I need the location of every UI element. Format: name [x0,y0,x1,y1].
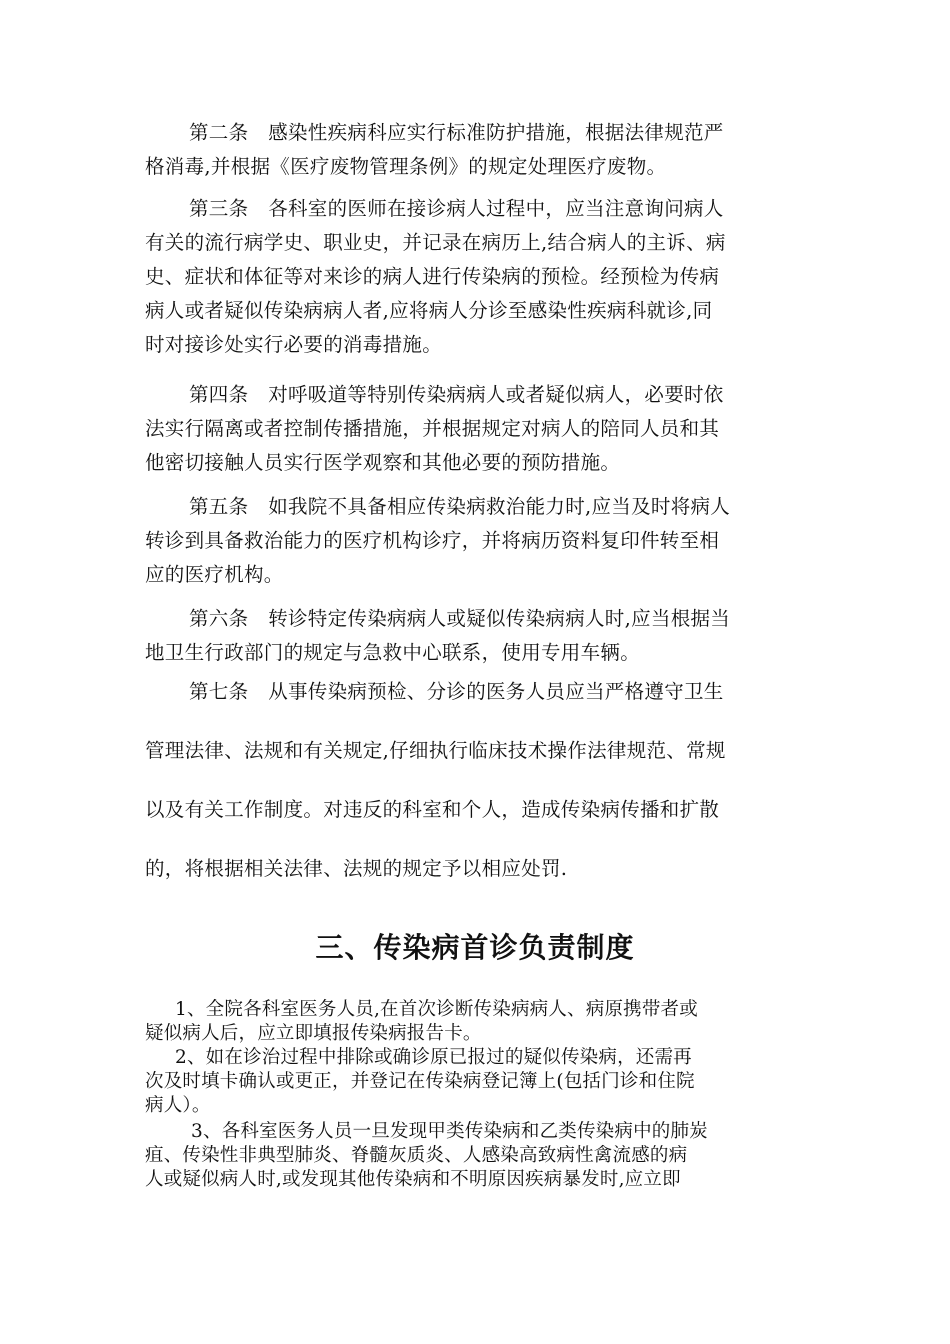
article-line: 他密切接触人员实行医学观察和其他必要的预防措施。 [145,451,621,474]
item-line: 疑似病人后，应立即填报传染病报告卡。 [145,1023,482,1044]
item-2 [145,1046,810,1118]
article-line: 应的医疗机构。 [145,563,284,586]
item-line: 2、如在诊治过程中排除或确诊原已报过的疑似传染病，还需再 [175,1047,692,1068]
item-line: 疽、传染性非典型肺炎、脊髓灰质炎、人感染高致病性禽流感的病 [145,1145,688,1166]
section-title: 三、传染病首诊负责制度 [315,931,635,964]
article-line: 史、症状和体征等对来诊的病人进行传染病的预检。经预检为传病 [145,265,720,288]
item-line: 3、各科室医务人员一旦发现甲类传染病和乙类传染病中的肺炭 [191,1121,708,1142]
item-3 [145,1120,810,1192]
article-line: 格消毒,并根据《医疗废物管理条例》的规定处理医疗废物。 [145,155,667,178]
item-1 [145,998,810,1046]
article-line: 管理法律、法规和有关规定,仔细执行临床技术操作法律规范、常规 [145,739,726,762]
article-3 [145,192,805,362]
article-line: 第二条 感染性疾病科应实行标准防护措施，根据法律规范严 [189,121,724,144]
article-line: 地卫生行政部门的规定与急救中心联系，使用专用车辆。 [145,641,641,664]
article-line: 第七条 从事传染病预检、分诊的医务人员应当严格遵守卫生 [189,680,724,703]
article-line: 以及有关工作制度。对违反的科室和个人，造成传染病传播和扩散 [145,798,720,821]
item-line: 次及时填卡确认或更正，并登记在传染病登记簿上(包括门诊和住院 [145,1071,695,1092]
article-line: 有关的流行病学史、职业史，并记录在病历上,结合病人的主诉、病 [145,231,726,254]
article-2 [145,116,805,184]
article-6 [145,602,805,670]
article-line: 第四条 对呼吸道等特别传染病病人或者疑似病人，必要时依 [189,383,724,406]
article-line: 转诊到具备救治能力的医疗机构诊疗，并将病历资料复印件转至相 [145,529,720,552]
article-line: 第六条 转诊特定传染病病人或疑似传染病病人时,应当根据当 [189,607,731,630]
item-line: 1、全院各科室医务人员,在首次诊断传染病病人、病原携带者或 [175,999,698,1020]
article-line: 病人或者疑似传染病病人者,应将病人分诊至感染性疾病科就诊,同 [145,299,713,322]
item-line: 病人）。 [145,1095,211,1116]
article-line: 第三条 各科室的医师在接诊病人过程中，应当注意询问病人 [189,197,724,220]
article-7 [145,662,805,898]
article-line: 第五条 如我院不具备相应传染病救治能力时,应当及时将病人 [189,495,731,518]
article-line: 时对接诊处实行必要的消毒措施。 [145,333,443,356]
article-4 [145,378,805,480]
article-line: 法实行隔离或者控制传播措施，并根据规定对病人的陪同人员和其 [145,417,720,440]
item-line: 人或疑似病人时,或发现其他传染病和不明原因疾病暴发时,应立即 [145,1169,681,1190]
article-line: 的，将根据相关法律、法规的规定予以相应处罚. [145,857,568,880]
article-5 [145,490,805,592]
